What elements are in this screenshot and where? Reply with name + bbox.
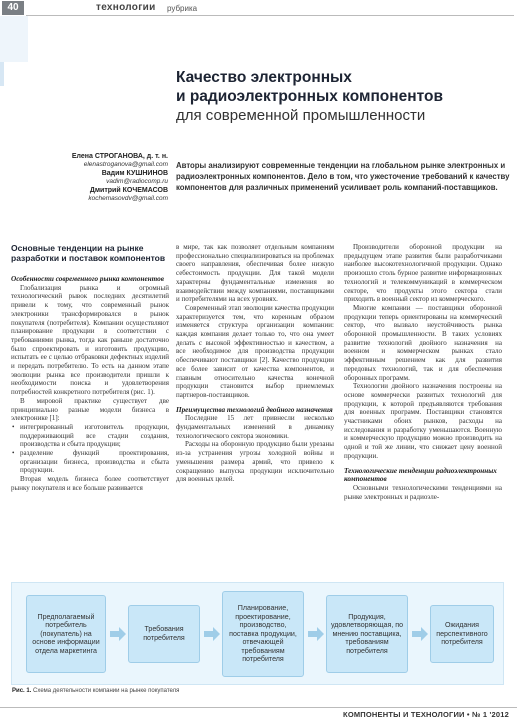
article-abstract: Авторы анализируют современные тенденции на глобальном рынке электронных и радиоэлектронных компонентов. Дело в том, что ужесточение требований к качеству компонентов для различных применений усиливает роль компаний-поставщиков.	[176, 161, 510, 192]
subsection-heading: Технологические тенденции радиоэлектронных компонентов	[344, 466, 497, 484]
title-line-3: для современной промышленности	[176, 107, 426, 124]
bullet-list	[11, 423, 169, 475]
paragraph: Вторая модель бизнеса более соответствует рынку покупателя и все больше развивается	[11, 475, 169, 492]
footer-rule	[0, 707, 517, 708]
list-item: • разделение функций проектирования, организации бизнеса, производства и сбыта продукции.	[20, 449, 169, 475]
paragraph: в мире, так как позволяет отдельным компаниям профессионально специализироваться на проблемах своего направления, обеспечивая более низкую себестоимость продукции. Для такой модели характерны фундаментальные изменения во взаимодействии между компаниями, поставщиками и потребителями на всех уровнях.	[176, 243, 334, 304]
title-line-2: и радиоэлектронных компонентов	[176, 88, 444, 105]
subsection-heading: Преимущества технологий двойного назначения	[176, 405, 333, 414]
diagram-box-supplier-product: Продукция, удовлетворяющая, по мнению поставщика, требованиям потребителя	[326, 595, 408, 673]
paragraph: Многие компании — поставщики оборонной продукции теперь ориентированы на коммерческий сектор, что вызвало неустойчивость рынка оборонной промышленности. В таких условиях развитие технологий двойного назначения на военном и коммерческом рынках стало эффективным решением как для развития передовых технологий, так и для обеспечения оборонных программ.	[344, 303, 502, 382]
author-name: Дмитрий КОЧЕМАСОВ	[89, 187, 168, 194]
header-rule	[26, 15, 514, 16]
paragraph: Глобализация рынка и огромный технологический рывок последних десятилетий привели к тому, что современный рынок электроники трансформировался в рынок покупателя (потребителя). Компании осуществляют планирование продукции в соответствии с требованиями рынка, тогда как раньше достаточно было спроектировать и изготовить продукцию, испытать ее с целью отбраковки дефектных изделий и передать потребителю. То есть на данном этапе эволюции рынка все производители пришли к необходимости поиска и удовлетворения потребностей конкретного потребителя (рис. 1).	[11, 283, 169, 397]
rubric-label: рубрика	[167, 4, 198, 13]
diagram-box-consumer-requirements: Требования потребителя	[128, 605, 200, 663]
list-item: • интегрированный изготовитель продукции, поддерживающий все стадии создания, производства и сбыта продукции;	[20, 423, 169, 449]
text-column-1	[11, 243, 169, 493]
author-email[interactable]: vadim@radiocomp.ru	[106, 178, 168, 185]
paragraph: В мировой практике существует две принципиально разные модели бизнеса в электронике [1]:	[11, 396, 169, 423]
subsection-heading: Особенности современного рынка компонентов	[11, 275, 164, 283]
caption-label: Рис. 1.	[12, 688, 32, 694]
article-title	[176, 68, 516, 125]
arrow-right-icon	[411, 625, 429, 643]
author-email[interactable]: elenastroganova@gmail.com	[83, 161, 168, 168]
text-column-3	[344, 243, 502, 501]
paragraph: Расходы на оборонную продукцию были урезаны из-за устранения угрозы холодной войны и уменьшения размера армий, что привело к сокращению выпуска продукции исключительно для военных целей.	[176, 440, 334, 484]
arrow-right-icon	[203, 625, 221, 643]
paragraph: Технологии двойного назначения построены на основе коммерчески развитых технологий для продукции, к которой предъявляются требования для военных программ. Поставщики становятся участниками обоих рынков, расходы на исследования и разработку уменьшаются. Военную и коммерческую продукцию можно производить на одной и той же линии, что снижает цену военной продукции.	[344, 382, 502, 460]
section-label: технологии	[96, 2, 156, 13]
page-header	[0, 0, 517, 16]
caption-text: Схема деятельности компании на рынке покупателя	[33, 688, 180, 694]
diagram-box-consumer-expectations: Ожидания перспективного потребителя	[430, 605, 494, 663]
page-number: 40	[2, 1, 24, 15]
author-name: Елена СТРОГАНОВА, д. т. н.	[71, 153, 168, 160]
journal-footer: КОМПОНЕНТЫ И ТЕХНОЛОГИИ • № 1 '2012	[343, 710, 509, 719]
author-list	[40, 152, 168, 203]
author-name: Вадим КУШНИНОВ	[101, 170, 168, 177]
diagram-box-potential-consumer: Предполагаемый потребитель (покупатель) на основе информации отдела маркетинга	[26, 595, 106, 673]
arrow-right-icon	[307, 625, 325, 643]
paragraph: Современный этап эволюции качества продукции характеризуется тем, что коренным образом изменяется структура организации компании: каждая компания делает только то, что она умеет делать с высокой эффективностью и качеством, а все необходимое для производства продукции обеспечивают поставщики [2]. Качество продукции все более зависит от качества компонентов, и главным относительно качества конечной продукции становится выбор приемлемых партнеров-поставщиков.	[176, 303, 334, 399]
paragraph: Последние 15 лет привнесли несколько фундаментальных изменений в динамику технологического сектора экономики.	[176, 414, 334, 440]
arrow-right-icon	[109, 625, 127, 643]
paragraph: Производители оборонной продукции на предыдущем этапе развития были разработчиками наиболее высокотехнологичной продукции. Однако произошло столь бурное развитие информационных технологий и телекоммуникаций в коммерческом секторе, что продукты этого сектора стали приходить в военный сектор из коммерческого.	[344, 243, 502, 304]
corner-decoration-block	[0, 16, 28, 62]
paragraph: Основными технологическими тенденциями на рынке электронных и радиоэле-	[344, 483, 502, 501]
section-heading: Основные тенденции на рынке разработки и поставок компонентов	[11, 243, 166, 263]
market-flow-diagram	[11, 582, 504, 685]
title-line-1: Качество электронных	[176, 69, 352, 86]
figure-caption	[12, 688, 179, 694]
diagram-box-planning-production: Планирование, проектирование, производство, поставка продукции, отвечающей требованиям потребителя	[222, 591, 304, 677]
author-email[interactable]: kochemasovdv@gmail.com	[88, 195, 168, 202]
text-column-2	[176, 243, 334, 484]
